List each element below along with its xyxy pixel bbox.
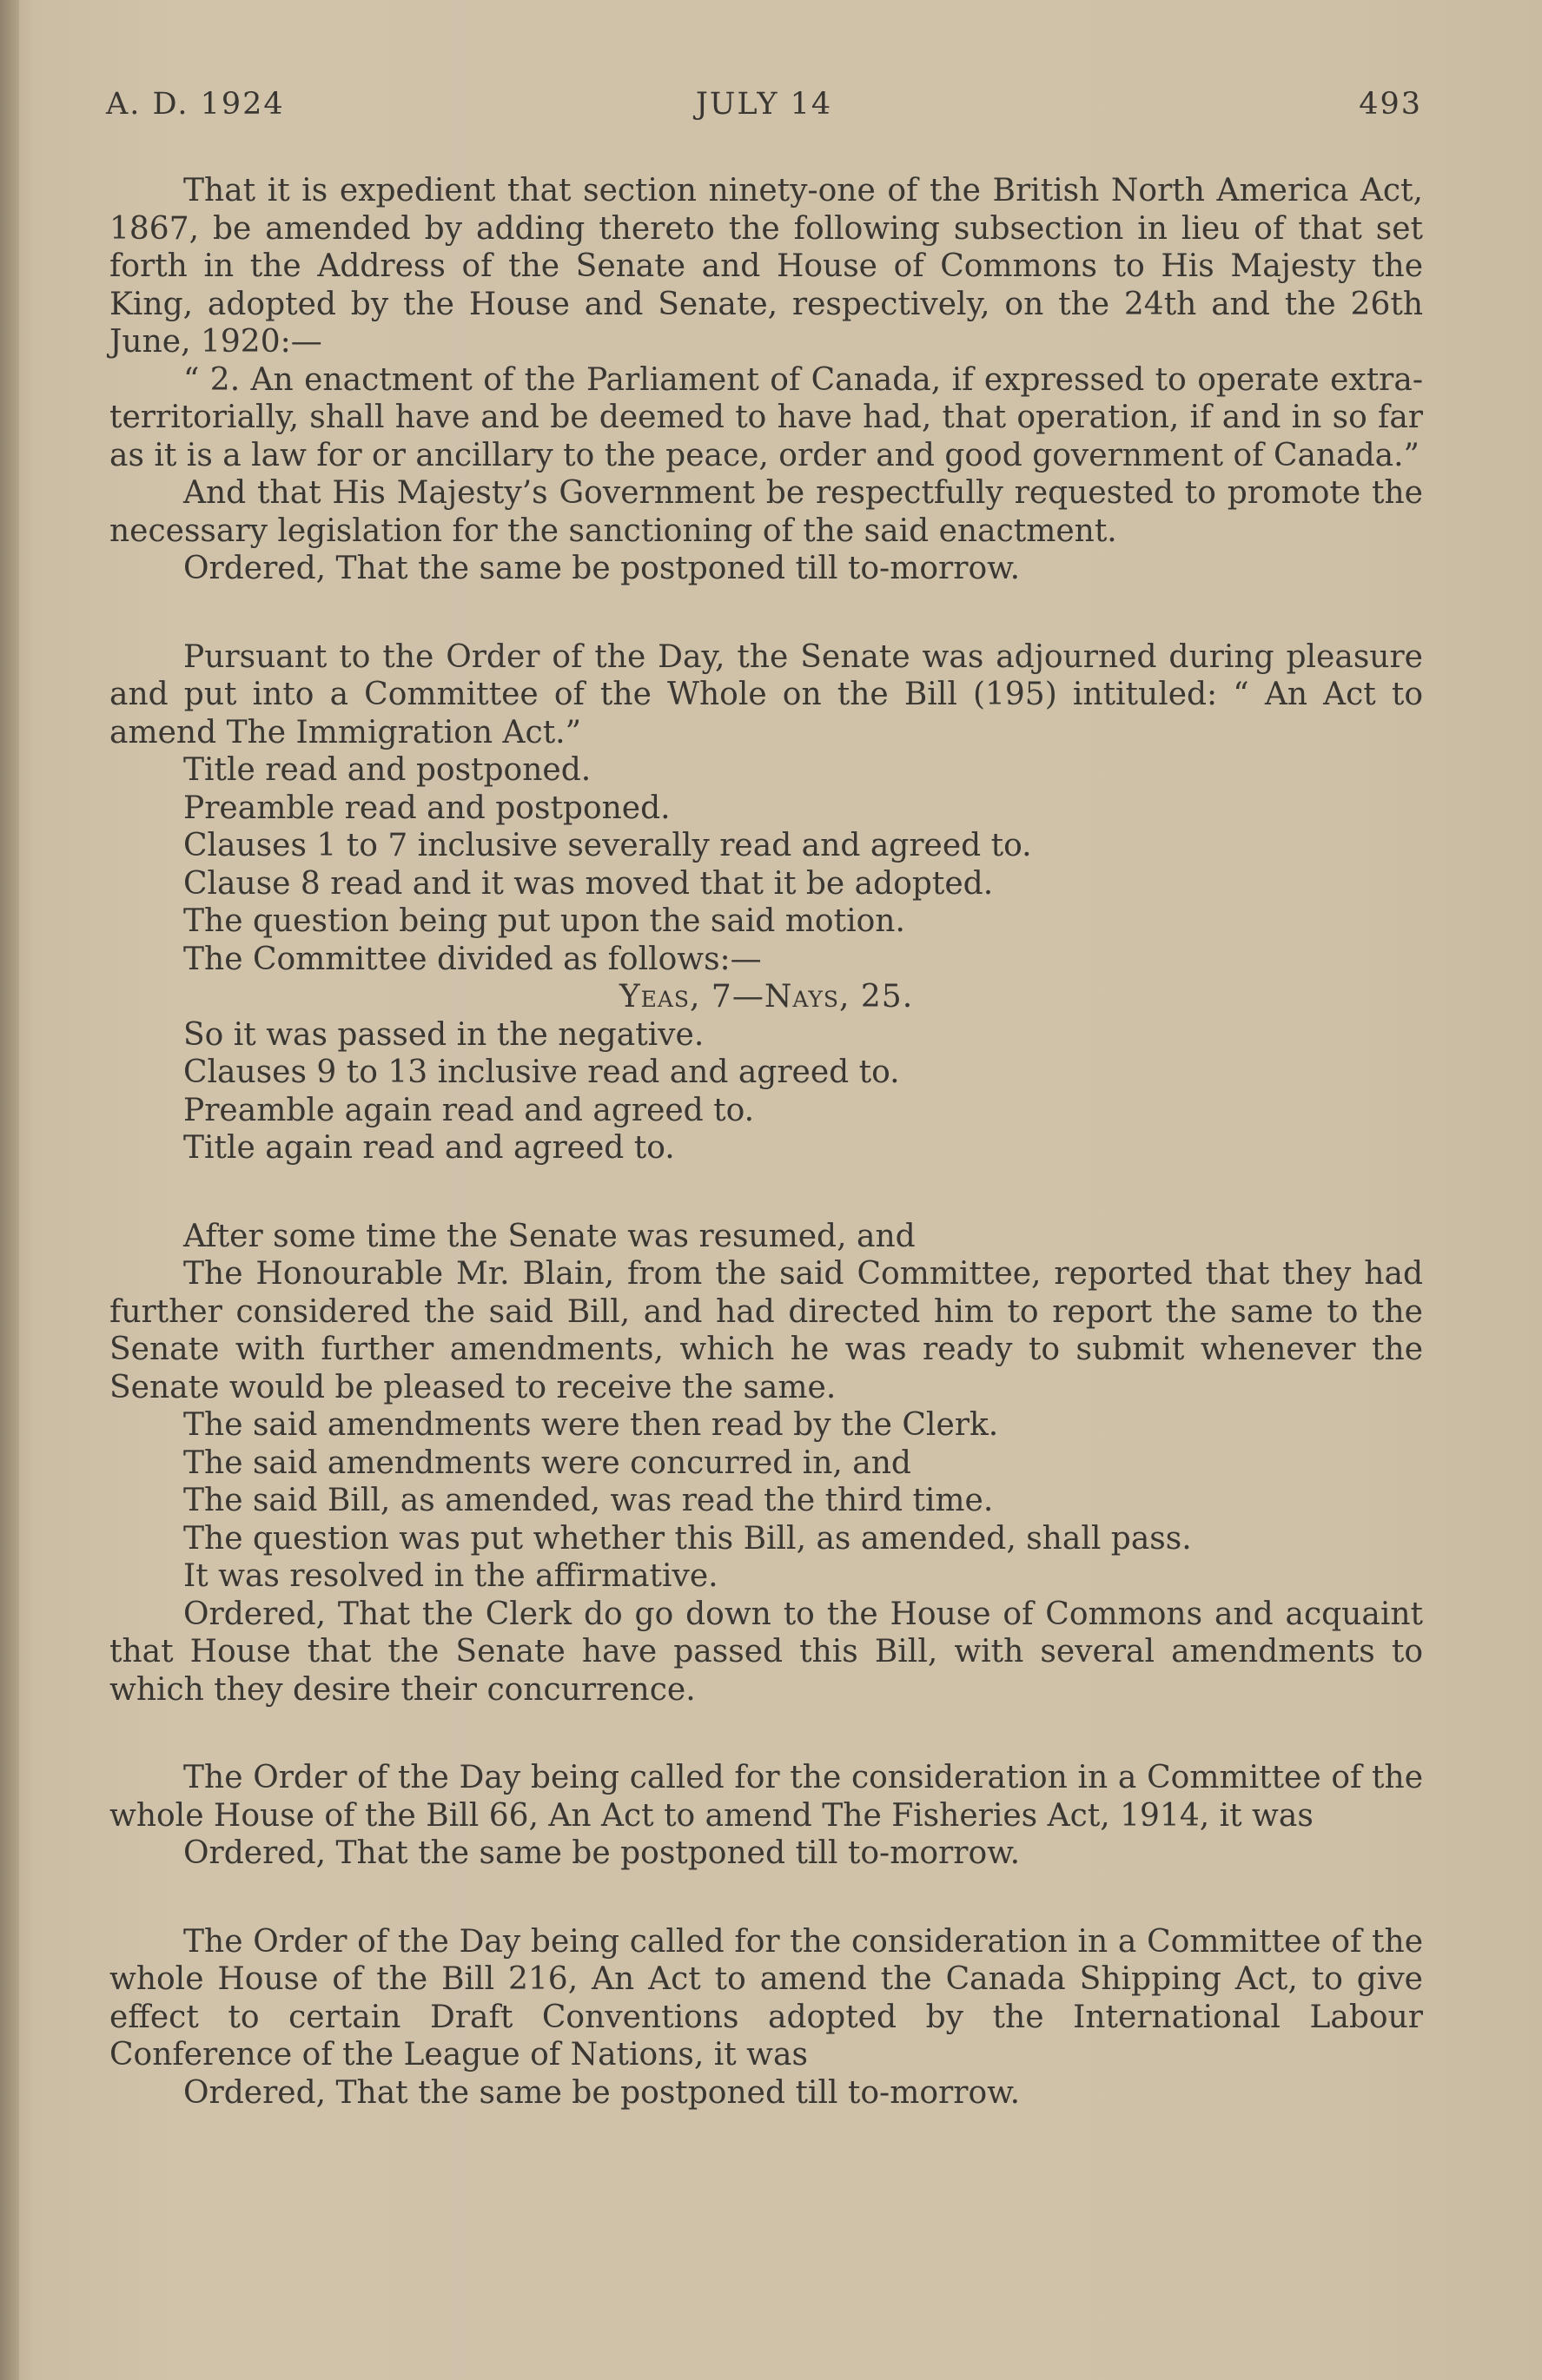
paragraph: The said amendments were concurred in, and bbox=[183, 1445, 911, 1481]
paragraph: Preamble again read and agreed to. bbox=[183, 1092, 755, 1128]
paragraph: The question being put upon the said motion. bbox=[183, 903, 905, 939]
section-gap bbox=[109, 588, 1423, 638]
paragraph: And that His Majesty’s Government be respectfully requested to promote the necessary legislation for the sanctioning of the said enactment. bbox=[109, 475, 1423, 549]
paragraph: The Order of the Day being called for the consideration in a Committee of the whole House of the Bill 66, An Act to amend The Fisheries Act, 1914, it was bbox=[109, 1760, 1423, 1834]
paragraph: Ordered, That the same be postponed till to-morrow. bbox=[183, 2074, 1021, 2111]
page-spine-shadow bbox=[0, 0, 19, 2380]
paragraph: Clause 8 read and it was moved that it be adopted. bbox=[183, 865, 994, 902]
paragraph: Clauses 1 to 7 inclusive severally read and agreed to. bbox=[183, 828, 1032, 863]
paragraph: The Order of the Day being called for the consideration in a Committee of the whole House of the Bill 216, An Act to amend the Canada Shipping Act, to give effect to certain Draft Conventions adopted by the International Labour Conference of the League of Nations, it was bbox=[109, 1923, 1423, 2073]
page-number: 493 bbox=[1359, 87, 1422, 122]
paragraph: Preamble read and postponed. bbox=[183, 790, 671, 826]
header-date: JULY 14 bbox=[695, 87, 833, 122]
paragraph: Clauses 9 to 13 inclusive read and agreed to. bbox=[183, 1054, 900, 1090]
journal-body bbox=[109, 172, 1423, 2112]
paragraph: It was resolved in the affirmative. bbox=[183, 1558, 718, 1594]
paragraph: The said Bill, as amended, was read the third time. bbox=[183, 1483, 994, 1518]
paragraph: Title again read and agreed to. bbox=[183, 1130, 675, 1166]
paragraph: So it was passed in the negative. bbox=[183, 1016, 705, 1053]
section-gap bbox=[109, 1167, 1423, 1218]
paragraph: The Honourable Mr. Blain, from the said Committee, reported that they had further considered the said Bill, and had directed him to report the same to the Senate with further amendments, which he was ready to submit whenever the Senate would be pleased to receive the same. bbox=[109, 1256, 1423, 1405]
page-header bbox=[106, 87, 1422, 130]
paragraph: The question was put whether this Bill, as amended, shall pass. bbox=[183, 1520, 1192, 1557]
paragraph: That it is expedient that section ninety-one of the British North America Act, 1867, be amended by adding thereto the following subsection in lieu of that set forth in the Address of the Senate and House of Commons to His Majesty the King, adopted by the House and Senate, respectively, on the 24th and the 26th June, 1920:— bbox=[109, 173, 1423, 360]
paragraph: Pursuant to the Order of the Day, the Senate was adjourned during pleasure and put into a Committee of the Whole on the Bill (195) intituled: “ An Act to amend The Immigration Act.” bbox=[109, 638, 1423, 750]
paragraph: Ordered, That the Clerk do go down to the House of Commons and acquaint that House that the Senate have passed this Bill, with several amendments to which they desire their concurrence. bbox=[109, 1596, 1423, 1708]
paragraph: Title read and postponed. bbox=[183, 752, 592, 788]
paragraph: “ 2. An enactment of the Parliament of Canada, if expressed to operate extra-territorially, shall have and be deemed to have had, that operation, if and in so far as it is a law for or ancillary to the peace, order and good government of Canada.” bbox=[109, 361, 1423, 473]
paragraph: The said amendments were then read by the Clerk. bbox=[183, 1407, 999, 1443]
paragraph: The Committee divided as follows:— bbox=[183, 941, 762, 977]
header-year: A. D. 1924 bbox=[106, 87, 285, 122]
paragraph: After some time the Senate was resumed, and bbox=[183, 1218, 916, 1254]
section-gap bbox=[109, 1873, 1423, 1923]
paragraph: Ordered, That the same be postponed till to-morrow. bbox=[183, 1835, 1021, 1871]
division-result: Yeas, 7—Nays, 25. bbox=[619, 979, 914, 1015]
paragraph: Ordered, That the same be postponed till to-morrow. bbox=[183, 551, 1021, 586]
section-gap bbox=[109, 1709, 1423, 1759]
